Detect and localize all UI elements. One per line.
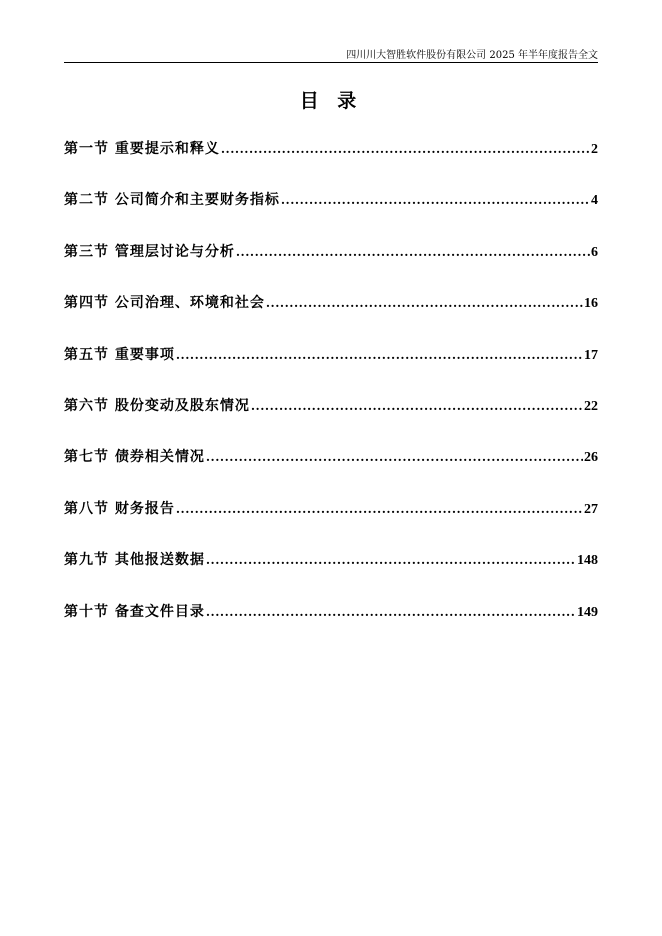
toc-item-5[interactable] <box>64 344 598 395</box>
toc-label: 第一节 重要提示和释义 <box>64 141 220 157</box>
toc-item-3[interactable] <box>64 241 598 292</box>
toc-item-9[interactable] <box>64 549 598 600</box>
toc-leader-dots <box>206 446 583 468</box>
toc-page-number: 22 <box>584 398 598 414</box>
toc-leader-dots <box>176 344 583 366</box>
toc-leader-dots <box>206 549 576 571</box>
toc-label: 第十节 备查文件目录 <box>64 603 205 620</box>
toc-item-2[interactable] <box>64 189 598 240</box>
toc-page-number: 4 <box>591 193 598 209</box>
toc-leader-dots <box>266 292 583 314</box>
toc-leader-dots <box>251 395 583 417</box>
toc-item-6[interactable] <box>64 395 598 446</box>
toc-label: 第四节 公司治理、环境和社会 <box>64 295 265 312</box>
page-header <box>64 44 598 63</box>
toc-item-8[interactable] <box>64 498 598 549</box>
toc-page-number: 149 <box>577 604 598 620</box>
toc-item-7[interactable] <box>64 446 598 497</box>
toc-item-4[interactable] <box>64 292 598 343</box>
toc-item-1[interactable] <box>64 138 598 189</box>
toc-label: 第七节 债券相关情况 <box>64 449 205 466</box>
toc-label: 第六节 股份变动及股东情况 <box>64 397 250 414</box>
toc-label: 第九节 其他报送数据 <box>64 552 205 569</box>
page-title: 目 录 <box>299 90 363 112</box>
toc-leader-dots <box>206 601 576 623</box>
toc-page-number: 6 <box>591 244 598 260</box>
toc-label: 第五节 重要事项 <box>64 346 175 363</box>
toc-item-10[interactable] <box>64 601 598 652</box>
toc-page-number: 2 <box>591 142 598 157</box>
table-of-contents <box>64 138 598 652</box>
toc-page-number: 26 <box>584 450 598 466</box>
toc-label: 第二节 公司简介和主要财务指标 <box>64 192 280 209</box>
toc-page-number: 148 <box>577 553 598 569</box>
toc-page-number: 17 <box>584 347 598 363</box>
toc-leader-dots <box>281 189 590 211</box>
toc-label: 第八节 财务报告 <box>64 500 175 517</box>
toc-label: 第三节 管理层讨论与分析 <box>64 243 235 260</box>
toc-leader-dots <box>236 241 590 263</box>
toc-page-number: 27 <box>584 501 598 517</box>
toc-leader-dots <box>221 138 590 160</box>
header-text: 四川川大智胜软件股份有限公司 2025 年半年度报告全文 <box>346 50 598 61</box>
toc-leader-dots <box>176 498 583 520</box>
toc-page-number: 16 <box>584 296 598 312</box>
